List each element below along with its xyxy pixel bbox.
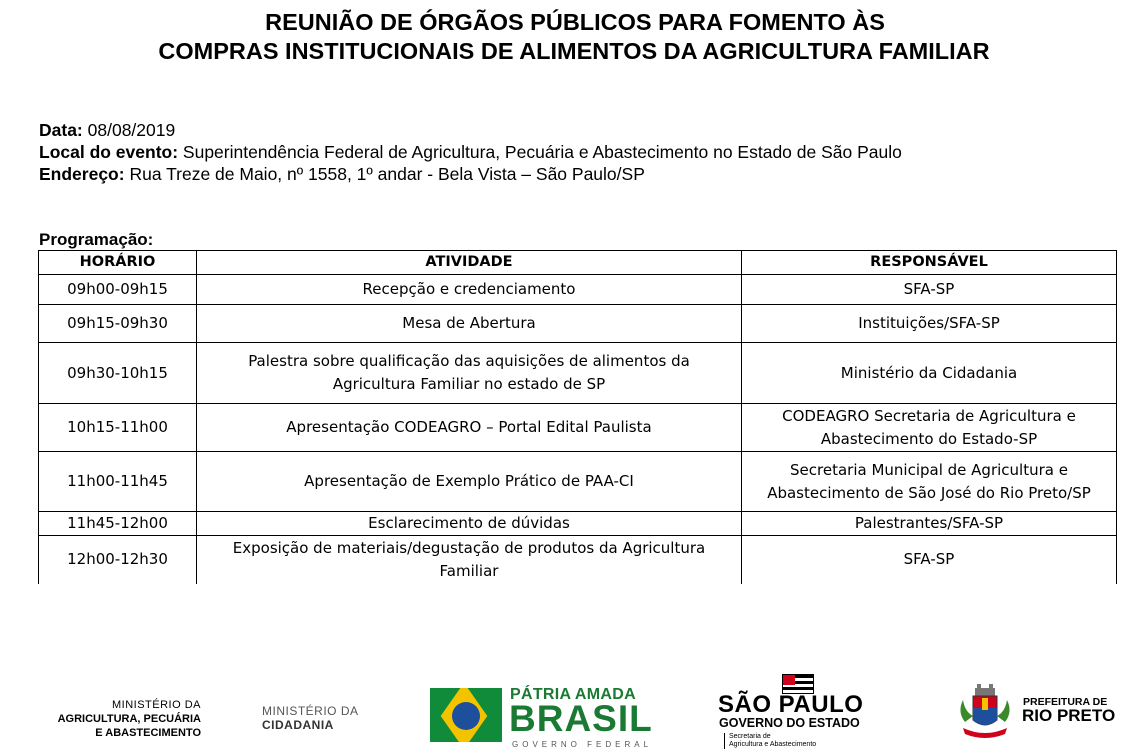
cell-responsible: [742, 452, 1117, 512]
brazil-flag-icon: [430, 688, 502, 742]
header-time: HORÁRIO: [39, 251, 197, 275]
cidadania-line-1: MINISTÉRIO DA: [262, 704, 359, 718]
sao-paulo-logo: [716, 674, 876, 752]
date-value: 08/08/2019: [87, 120, 176, 140]
brasil-logo: [430, 686, 653, 749]
cell-activity-line: Recepção e credenciamento: [362, 280, 576, 298]
cell-activity-line: Familiar: [439, 561, 499, 580]
date-line: [39, 119, 902, 141]
cell-activity-line: Esclarecimento de dúvidas: [368, 514, 570, 532]
sp-line-3: Secretaria de: [729, 733, 771, 740]
cell-activity: [197, 343, 742, 404]
cell-activity-line: Agricultura Familiar no estado de SP: [332, 375, 606, 393]
table-row: [39, 275, 1117, 305]
address-label: Endereço:: [39, 164, 125, 184]
cell-activity: [197, 305, 742, 343]
sp-line-2: GOVERNO DO ESTADO: [719, 716, 860, 730]
brasil-line-3: GOVERNO FEDERAL: [512, 740, 653, 749]
sp-line-1: SÃO PAULO: [718, 691, 864, 718]
brasil-line-2: BRASIL: [509, 698, 653, 739]
cell-time: 09h00-09h15: [39, 275, 197, 305]
cell-responsible: [742, 305, 1117, 343]
mapa-line-2: AGRICULTURA, PECUÁRIA: [57, 713, 201, 725]
title-line-2: COMPRAS INSTITUCIONAIS DE ALIMENTOS DA AGRICULTURA FAMILIAR: [158, 38, 990, 64]
mapa-line-3: E ABASTECIMENTO: [95, 727, 201, 739]
table-row: [39, 343, 1117, 404]
cell-responsible: [742, 512, 1117, 536]
cell-responsible-line: Palestrantes/SFA-SP: [854, 514, 1004, 532]
cell-activity-line: Apresentação de Exemplo Prático de PAA-CI: [304, 472, 634, 490]
brasil-line-1: PÁTRIA AMADA: [510, 686, 636, 703]
table-row: [39, 452, 1117, 512]
cell-responsible-line: Instituições/SFA-SP: [858, 314, 1000, 332]
local-label: Local do evento:: [39, 142, 179, 162]
address-line: [39, 163, 902, 185]
table-row: [39, 536, 1117, 584]
sp-line-4: Agricultura e Abastecimento: [729, 741, 817, 748]
cell-responsible-line: Abastecimento de São José do Rio Preto/SP: [767, 483, 1091, 502]
cell-responsible-line: Abastecimento do Estado-SP: [820, 429, 1038, 448]
cell-responsible-line: CODEAGRO Secretaria de Agricultura e: [782, 406, 1076, 425]
program-label: Programação:: [39, 230, 154, 249]
table-row: [39, 404, 1117, 452]
cidadania-logo: [262, 704, 359, 732]
cell-activity: [197, 452, 742, 512]
cell-activity: [197, 404, 742, 452]
cell-responsible: [742, 343, 1117, 404]
table-row: [39, 512, 1117, 536]
table-row: [39, 305, 1117, 343]
cell-responsible: [742, 275, 1117, 305]
cell-responsible-line: Ministério da Cidadania: [840, 363, 1018, 382]
date-label: Data:: [39, 120, 83, 140]
rio-preto-seal-icon: [955, 682, 1015, 742]
cell-activity-line: Palestra sobre qualificação das aquisições de alimentos da: [248, 352, 690, 370]
rp-line-2: RIO PRETO: [1022, 706, 1116, 725]
cell-time: 09h15-09h30: [39, 305, 197, 343]
cell-time: 10h15-11h00: [39, 404, 197, 452]
title-line-1: REUNIÃO DE ÓRGÃOS PÚBLICOS PARA FOMENTO ÀS: [265, 9, 885, 35]
cell-activity-line: Mesa de Abertura: [402, 314, 536, 332]
event-info: [39, 119, 902, 185]
cell-responsible: [742, 404, 1117, 452]
cell-time: 12h00-12h30: [39, 536, 197, 584]
cell-activity: [197, 536, 742, 584]
cidadania-line-2: CIDADANIA: [262, 718, 334, 732]
mapa-line-1: MINISTÉRIO DA: [111, 699, 201, 711]
table-header-row: [39, 251, 1117, 275]
cell-responsible-line: SFA-SP: [903, 550, 955, 569]
local-value: Superintendência Federal de Agricultura, Pecuária e Abastecimento no Estado de São Paulo: [182, 142, 902, 162]
document-title: [0, 8, 1142, 66]
footer-logos: [0, 670, 1142, 754]
header-activity: ATIVIDADE: [197, 251, 742, 275]
rio-preto-logo: [955, 682, 1116, 746]
cell-responsible-line: Secretaria Municipal de Agricultura e: [790, 460, 1068, 479]
local-line: [39, 141, 902, 163]
sp-secretaria: [724, 733, 816, 749]
cell-time: 11h00-11h45: [39, 452, 197, 512]
cell-responsible: [742, 536, 1117, 584]
rp-line-1: PREFEITURA DE: [1023, 696, 1108, 708]
cell-activity-line: Apresentação CODEAGRO – Portal Edital Paulista: [286, 418, 652, 436]
cell-time: 09h30-10h15: [39, 343, 197, 404]
cell-time: 11h45-12h00: [39, 512, 197, 536]
cell-activity-line: Exposição de materiais/degustação de produtos da Agricultura: [232, 538, 706, 557]
address-value: Rua Treze de Maio, nº 1558, 1º andar - Bela Vista – São Paulo/SP: [129, 164, 645, 184]
cell-activity: [197, 275, 742, 305]
mapa-logo: [45, 698, 201, 740]
program-table: [38, 250, 1117, 584]
cell-activity: [197, 512, 742, 536]
header-responsible: RESPONSÁVEL: [742, 251, 1117, 275]
cell-responsible-line: SFA-SP: [903, 280, 955, 298]
